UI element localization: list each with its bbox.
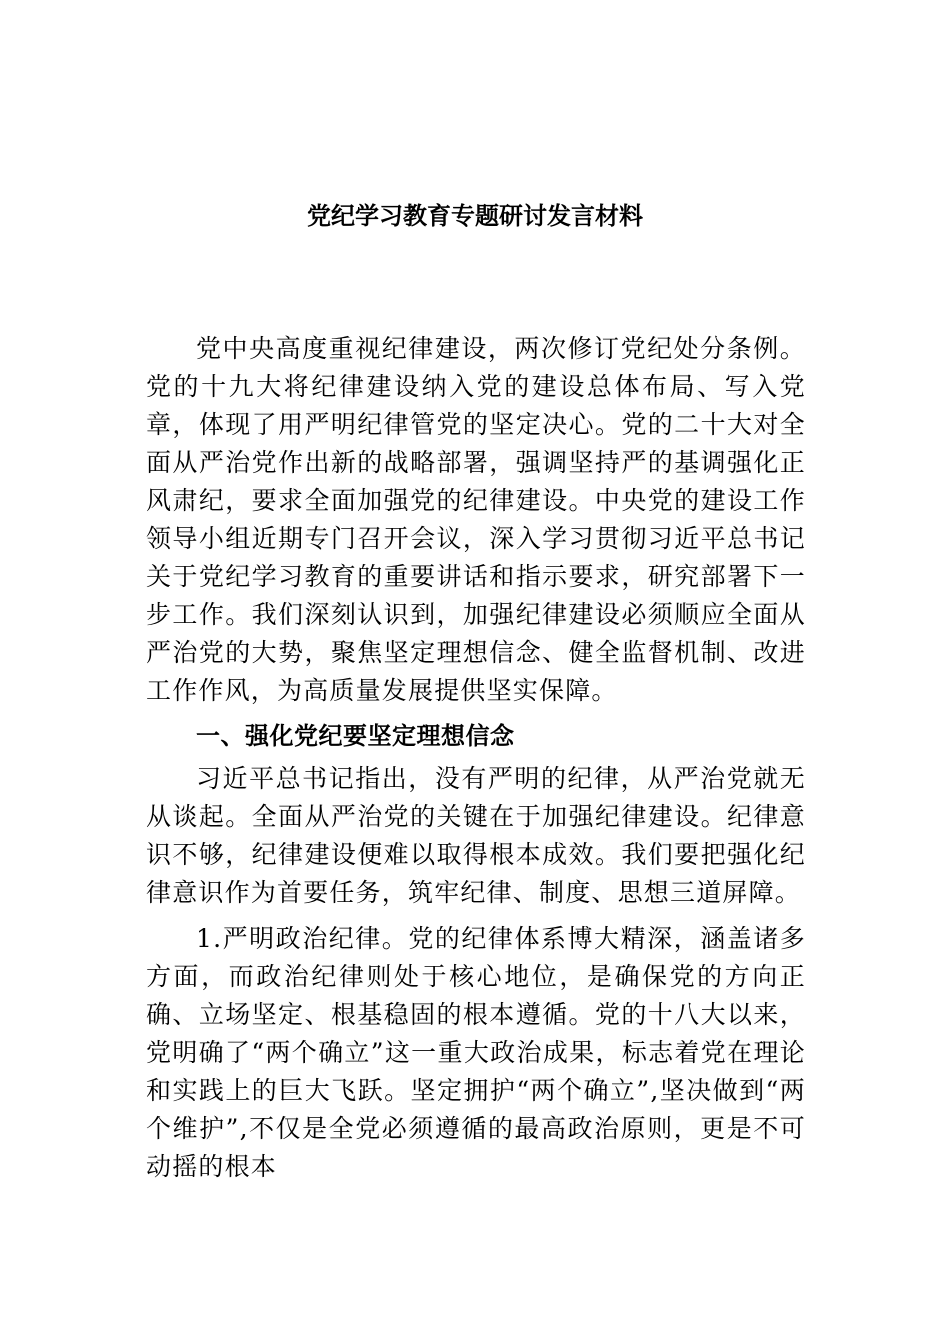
document-title: 党纪学习教育专题研讨发言材料 bbox=[307, 202, 643, 230]
section-heading: 一、强化党纪要坚定理想信念 bbox=[196, 722, 515, 750]
list-item-paragraph: 1.严明政治纪律。党的纪律体系博大精深，涵盖诸多方面，而政治纪律则处于核心地位，是确保党的方向正确、立场坚定、根基稳固的根本遵循。党的十八大以来，党明确了“两个确立”这一重大政治成果，标志着党在理论和实践上的巨大飞跃。坚定拥护“两个确立”,坚决做到“两个维护”,不仅是全党必须遵循的最高政治原则，更是不可动摇的根本 bbox=[146, 924, 806, 1181]
section-paragraph: 习近平总书记指出，没有严明的纪律，从严治党就无从谈起。全面从严治党的关键在于加强纪律建设。纪律意识不够，纪律建设便难以取得根本成效。我们要把强化纪律意识作为首要任务，筑牢纪律、制度、思想三道屏障。 bbox=[146, 764, 806, 907]
document-body bbox=[146, 330, 806, 1186]
intro-paragraph: 党中央高度重视纪律建设，两次修订党纪处分条例。党的十九大将纪律建设纳入党的建设总体布局、写入党章，体现了用严明纪律管党的坚定决心。党的二十大对全面从严治党作出新的战略部署，强调坚持严的基调强化正风肃纪，要求全面加强党的纪律建设。中央党的建设工作领导小组近期专门召开会议，深入学习贯彻习近平总书记关于党纪学习教育的重要讲话和指示要求，研究部署下一步工作。我们深刻认识到，加强纪律建设必须顺应全面从严治党的大势，聚焦坚定理想信念、健全监督机制、改进工作作风，为高质量发展提供坚实保障。 bbox=[146, 334, 806, 705]
